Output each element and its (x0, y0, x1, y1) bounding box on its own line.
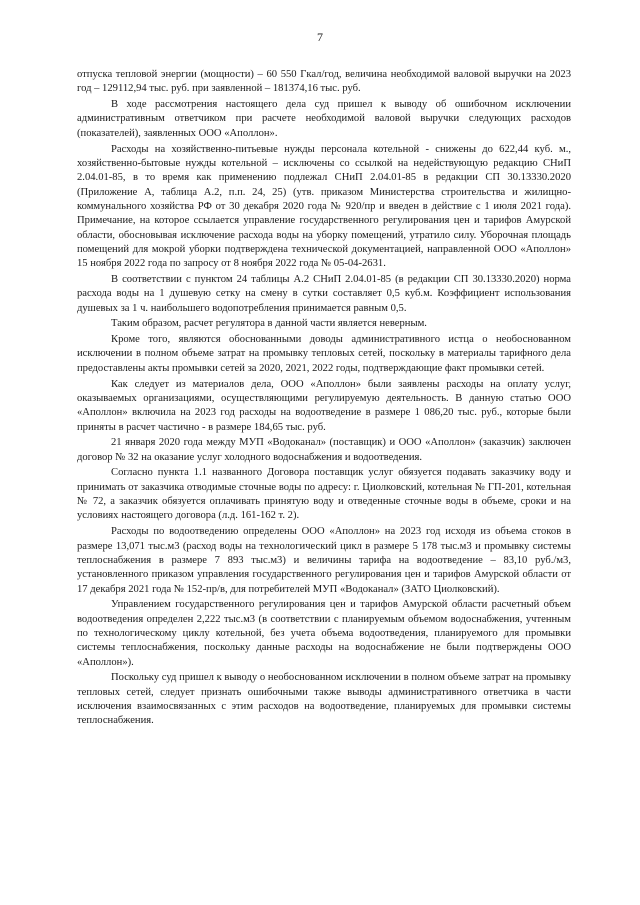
paragraph: Расходы на хозяйственно-питьевые нужды персонала котельной - снижены до 622,44 куб. м., хозяйственно-бытовые нужды котельной – исключены со ссылкой на недействующую редакцию СНиП 2.04.01-85, в то время как применению подлежал СНиП 2.04.01-85 в редакции СП 30.13330.2020 (Приложение А, таблица А.2, п.п. 24, 25) (утв. приказом Министерства строительства и жилищно-коммунального хозяйства РФ от 30 декабря 2020 года № 920/пр и введен в действие с 1 июля 2021 года). Примечание, на которое ссылается управление государственного регулирования цен и тарифов Амурской области, обосновывая исключение расхода воды на уборку помещений, утратило силу. Уборочная площадь помещений для мокрой уборки подтверждена технической документацией, направленной ООО «Аполлон» 15 ноября 2022 года по запросу от 8 ноября 2022 года № 05-04-2631. (77, 143, 571, 270)
paragraph: В соответствии с пунктом 24 таблицы А.2 СНиП 2.04.01-85 (в редакции СП 30.13330.2020) норма расхода воды на 1 душевую сетку на смену в сутки составляет 0,5 куб.м. Коэффициент использования душевых за 1 ч. наибольшего водопотребления принимается равным 0,5. (77, 273, 571, 314)
paragraph: Таким образом, расчет регулятора в данной части является неверным. (111, 318, 427, 330)
paragraph: Согласно пункта 1.1 названного Договора поставщик услуг обязуется подавать заказчику воду и принимать от заказчика отводимые сточные воды по адресу: г. Циолковский, котельная № ГП-201, котельная № 72, а заказчик обязуется оплачивать принятую воду и отведенные сточные воды в объеме, сроки и на условиях настоящего договора (л.д. 161-162 т. 2). (77, 467, 571, 522)
paragraph-continuation: отпуска тепловой энергии (мощности) – 60 550 Гкал/год, величина необходимой валовой выручки на 2023 год – 129112,94 тыс. руб. при заявленной – 181374,16 тыс. руб. (77, 69, 571, 95)
paragraph: 21 января 2020 года между МУП «Водоканал» (поставщик) и ООО «Аполлон» (заказчик) заключен договор № 32 на оказание услуг холодного водоснабжения и водоотведения. (77, 437, 571, 463)
paragraph: Поскольку суд пришел к выводу о необоснованном исключении в полном объеме затрат на промывку тепловых сетей, следует признать ошибочными также выводы административного ответчика в части исключения взаимосвязанных с этим расходов на водоотведение, планируемых для промывки системы теплоснабжения. (77, 672, 571, 727)
paragraph: Как следует из материалов дела, ООО «Аполлон» были заявлены расходы на оплату услуг, оказываемых организациями, осуществляющими регулируемую деятельность. В данную статью ООО «Аполлон» включила на 2023 год расходы на водоотведение в размере 1 086,20 тыс. руб., которые были приняты в расчет частично - в размере 184,65 тыс. руб. (77, 378, 571, 433)
paragraph: В ходе рассмотрения настоящего дела суд пришел к выводу об ошибочном исключении административным ответчиком при расчете необходимой валовой выручки следующих расходов (показателей), заявленных ООО «Аполлон». (77, 99, 571, 139)
paragraph: Управлением государственного регулирования цен и тарифов Амурской области расчетный объем водоотведения определен 2,222 тыс.м3 (в соответствии с планируемым объемом водоснабжения, учтенным по технологическому циклу котельной, без учета объема водоотведения, планируемого для промывки системы теплоснабжения, поскольку данные расходы на водоснабжение не были подтверждены ООО «Аполлон»). (77, 599, 571, 668)
paragraph: Расходы по водоотведению определены ООО «Аполлон» на 2023 год исходя из объема стоков в размере 13,071 тыс.м3 (расход воды на технологический цикл в размере 5 178 тыс.м3 и промывку системы теплоснабжения в размере 7 893 тыс.м3) и величины тарифа на водоотведение – 83,10 руб./м3, установленного приказом управления государственного регулирования цен и тарифов Амурской области от 17 декабря 2021 года № 152-пр/в, для потребителей МУП «Водоканал» (ЗАТО Циолковский). (77, 526, 571, 595)
document-body (77, 68, 571, 730)
page-number: 7 (317, 30, 323, 44)
paragraph: Кроме того, являются обоснованными доводы административного истца о необоснованном исключении в полном объеме затрат на промывку тепловых сетей, поскольку в материалы тарифного дела предоставлены акты промывки сетей за 2020, 2021, 2022 годы, подтверждающие факт промывки сетей. (77, 334, 571, 374)
